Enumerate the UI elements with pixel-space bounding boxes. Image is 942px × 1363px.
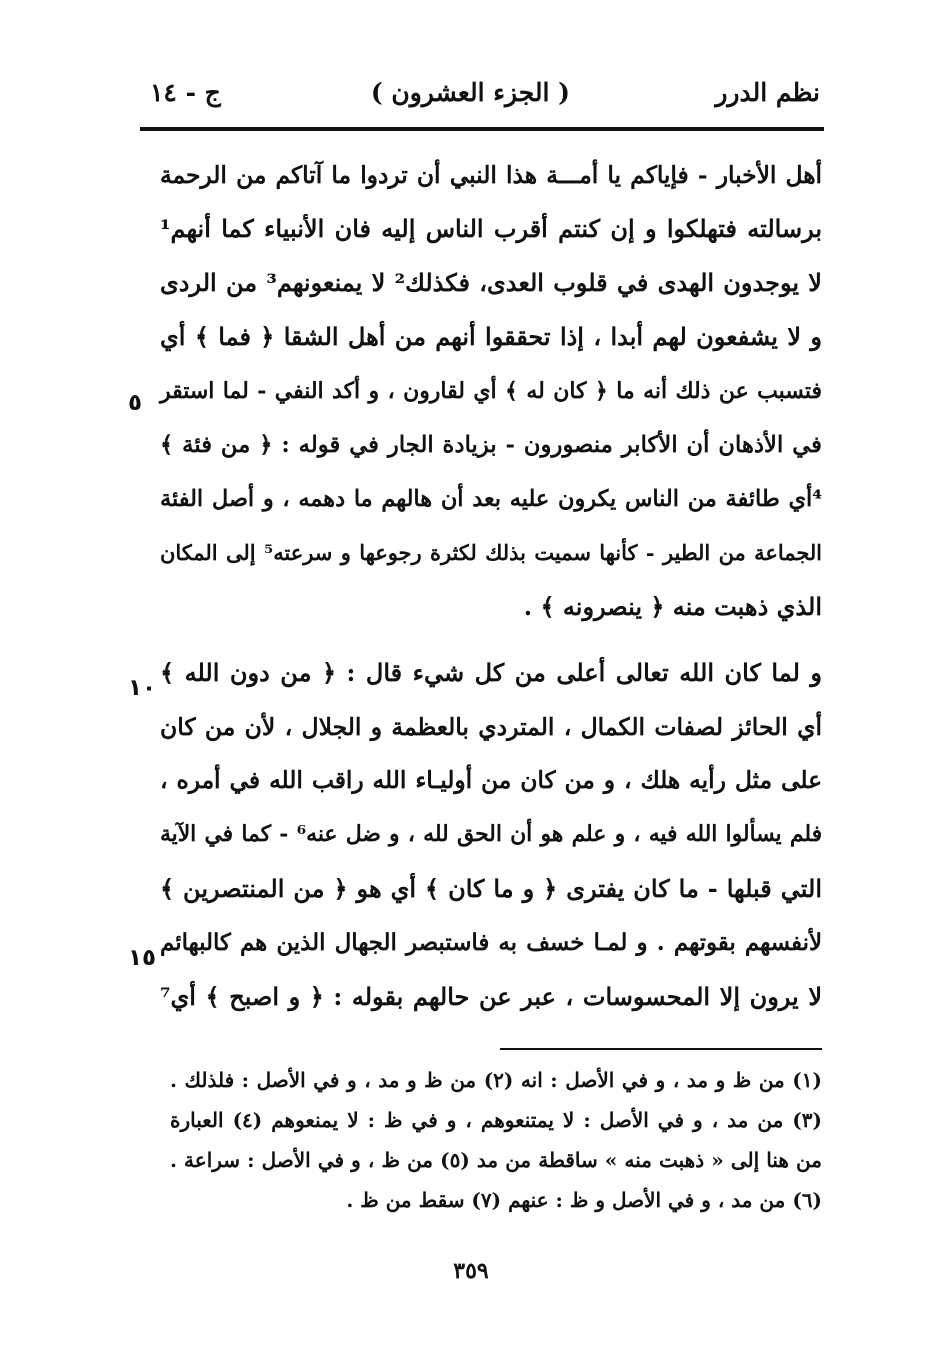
text-line: أي الحائز لصفات الكمال ، المتردي بالعظمة و الجلال ، لأن من كان xyxy=(160,713,822,741)
text-line: الجماعة من الطير - كأنها سميت بذلك لكثرة رجوعها و سرعته⁵ إلى المكان xyxy=(160,540,822,565)
juz-reference: ج - ١٤ xyxy=(150,78,221,107)
footnote-line: (٦) من مد ، و في الأصل و ظ : عنهم (٧) سقط من ظ . xyxy=(346,1188,822,1212)
footnote-line: من هنا إلى « ذهبت منه » ساقطة من مد (٥) من ظ ، و في الأصل : سراعة . xyxy=(170,1148,822,1172)
book-title: نظم الدرر xyxy=(715,78,820,107)
text-line: ⁴أي طائفة من الناس يكرون عليه بعد أن هالهم ما دهمه ، و أصل الفئة xyxy=(160,486,822,512)
footnote-line: (١) من ظ و مد ، و في الأصل : انه (٢) من ظ و مد ، و في الأصل : فلذلك . xyxy=(170,1068,822,1092)
text-line: على مثل رأيه هلك ، و من كان من أوليـاء الله راقب الله في أمره ، xyxy=(160,767,822,794)
line-number-10: ١٠ xyxy=(128,675,157,701)
footnote-line: (٣) من مد ، و في الأصل : لا يمتنعوهم ، و في ظ : لا يمنعوهم (٤) العبارة xyxy=(170,1108,822,1132)
footnotes xyxy=(170,1060,822,1220)
text-line: أهل الأخبار - فإياكم يا أمـــة هذا النبي أن تردوا ما آتاكم من الرحمة xyxy=(160,161,822,189)
text-line: الذي ذهبت منه ﴿ ينصرونه ﴾ . xyxy=(523,592,822,621)
text-line: و لما كان الله تعالى أعلى من كل شيء قال : ﴿ من دون الله ﴾ xyxy=(160,658,822,687)
text-line: و لا يشفعون لهم أبدا ، إذا تحققوا أنهم من أهل الشقا ﴿ فما ﴾ أي xyxy=(160,322,823,351)
part-title: ( الجزء العشرون ) xyxy=(370,78,570,107)
text-line: لأنفسهم بقوتهم . و لمـا خسف به فاستبصر الجهال الذين هم كالبهائم xyxy=(160,930,822,956)
text-line: التي قبلها - ما كان يفترى ﴿ و ما كان ﴾ أي هو ﴿ من المنتصرين ﴾ xyxy=(160,874,822,903)
footnote-rule xyxy=(500,1048,822,1050)
text-line: لا يوجدون الهدى في قلوب العدى، فكذلك² لا يمنعونهم³ من الردى xyxy=(160,268,822,297)
main-text xyxy=(160,148,822,1024)
text-line: فتسبب عن ذلك أنه ما ﴿ كان له ﴾ أي لقارون ، و أكد النفي - لما استقر xyxy=(160,378,822,404)
paragraph-gap xyxy=(160,634,822,646)
text-line: لا يرون إلا المحسوسات ، عبر عن حالهم بقوله : ﴿ و اصبح ﴾ أي⁷ xyxy=(160,982,822,1011)
text-line: برسالته فتهلكوا و إن كنتم أقرب الناس إليه فان الأنبياء كما أنهم¹ xyxy=(160,214,822,243)
page-number: ٣٥٩ xyxy=(453,1258,489,1284)
line-number-15: ١٥ xyxy=(128,945,157,971)
line-number-5: ٥ xyxy=(128,390,143,416)
text-line: في الأذهان أن الأكابر منصورون - بزيادة الجار في قوله : ﴿ من فئة ﴾ xyxy=(160,432,822,458)
running-header xyxy=(150,78,820,126)
text-line: فلم يسألوا الله فيه ، و علم هو أن الحق لله ، و ضل عنه⁶ - كما في الآية xyxy=(160,822,823,847)
header-rule xyxy=(140,127,824,131)
